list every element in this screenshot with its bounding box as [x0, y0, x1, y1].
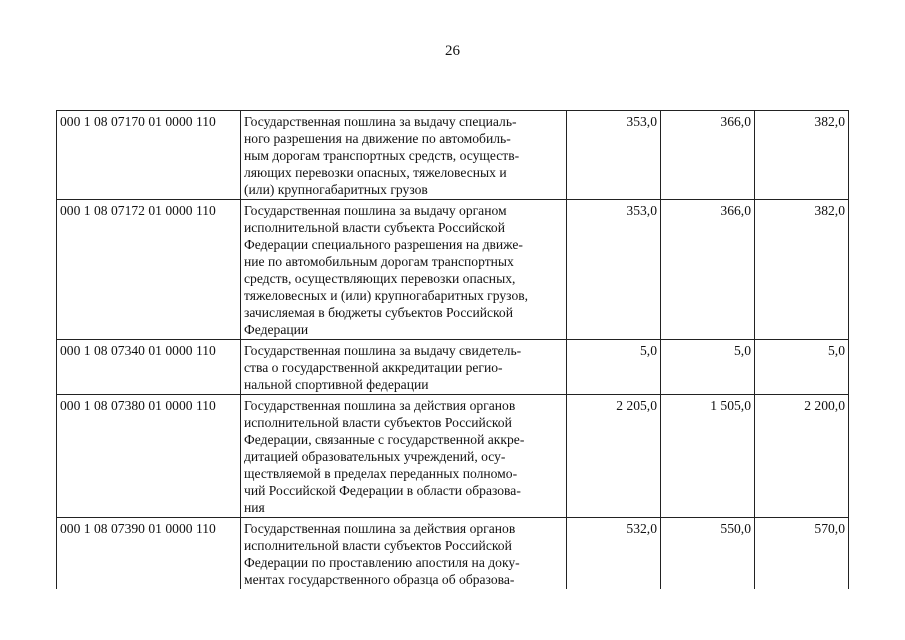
revenue-name-line: исполнительной власти субъектов Российской — [244, 538, 512, 553]
revenue-name-line: ния — [244, 500, 265, 515]
amount-year-1-cell: 353,0 — [567, 200, 661, 340]
revenue-name-line: Федерации специального разрешения на движе- — [244, 237, 523, 252]
revenue-name-line: ным дорогам транспортных средств, осуществ- — [244, 148, 520, 163]
revenue-name-cell — [241, 200, 567, 340]
table-row — [57, 111, 849, 200]
revenue-name-line: исполнительной власти субъекта Российской — [244, 220, 506, 235]
amount-year-2-cell: 5,0 — [661, 340, 755, 395]
revenue-name-line: Федерации по проставлению апостиля на доку- — [244, 555, 520, 570]
amount-year-1-cell: 532,0 — [567, 518, 661, 590]
classification-code-cell: 000 1 08 07380 01 0000 110 — [57, 395, 241, 518]
classification-code-cell: 000 1 08 07390 01 0000 110 — [57, 518, 241, 590]
revenue-name-line: Государственная пошлина за выдачу органом — [244, 203, 507, 218]
amount-year-3-cell: 382,0 — [755, 111, 849, 200]
revenue-name-cell — [241, 395, 567, 518]
amount-year-3-cell: 5,0 — [755, 340, 849, 395]
revenue-name-line: чий Российской Федерации в области образова- — [244, 483, 521, 498]
classification-code-cell: 000 1 08 07340 01 0000 110 — [57, 340, 241, 395]
revenue-name-line: Федерации, связанные с государственной аккре- — [244, 432, 525, 447]
amount-year-1-cell: 5,0 — [567, 340, 661, 395]
table-row — [57, 395, 849, 518]
classification-code-cell: 000 1 08 07170 01 0000 110 — [57, 111, 241, 200]
revenue-name-line: ние по автомобильным дорогам транспортных — [244, 254, 514, 269]
table-row — [57, 200, 849, 340]
revenue-name-line: Государственная пошлина за действия органов — [244, 398, 516, 413]
revenue-name-line: Федерации — [244, 322, 309, 337]
classification-code-cell: 000 1 08 07172 01 0000 110 — [57, 200, 241, 340]
amount-year-2-cell: 550,0 — [661, 518, 755, 590]
revenue-name-line: средств, осуществляющих перевозки опасных, — [244, 271, 516, 286]
revenue-name-cell — [241, 111, 567, 200]
table-row — [57, 340, 849, 395]
table-body — [57, 111, 849, 590]
table-row — [57, 518, 849, 590]
revenue-name-line: ментах государственного образца об образова- — [244, 572, 515, 587]
amount-year-3-cell: 382,0 — [755, 200, 849, 340]
revenue-name-line: Государственная пошлина за выдачу специаль- — [244, 114, 517, 129]
amount-year-2-cell: 366,0 — [661, 111, 755, 200]
revenue-name-line: зачисляемая в бюджеты субъектов Российской — [244, 305, 514, 320]
revenue-name-line: ного разрешения на движение по автомобиль- — [244, 131, 511, 146]
amount-year-1-cell: 353,0 — [567, 111, 661, 200]
amount-year-3-cell: 2 200,0 — [755, 395, 849, 518]
amount-year-1-cell: 2 205,0 — [567, 395, 661, 518]
revenue-name-line: (или) крупногабаритных грузов — [244, 182, 428, 197]
revenue-name-line: тяжеловесных и (или) крупногабаритных грузов, — [244, 288, 529, 303]
budget-revenue-table — [56, 110, 849, 589]
revenue-name-cell — [241, 340, 567, 395]
revenue-name-line: ществляемой в пределах переданных полномо- — [244, 466, 518, 481]
revenue-name-line: ства о государственной аккредитации регио- — [244, 360, 503, 375]
amount-year-2-cell: 1 505,0 — [661, 395, 755, 518]
amount-year-3-cell: 570,0 — [755, 518, 849, 590]
revenue-name-line: исполнительной власти субъектов Российской — [244, 415, 512, 430]
revenue-name-line: нальной спортивной федерации — [244, 377, 429, 392]
revenue-name-cell — [241, 518, 567, 590]
revenue-name-line: Государственная пошлина за действия органов — [244, 521, 516, 536]
page-number: 26 — [445, 43, 460, 59]
revenue-name-line: ляющих перевозки опасных, тяжеловесных и — [244, 165, 507, 180]
revenue-name-line: Государственная пошлина за выдачу свидетель- — [244, 343, 522, 358]
amount-year-2-cell: 366,0 — [661, 200, 755, 340]
revenue-name-line: дитацией образовательных учреждений, осу- — [244, 449, 506, 464]
